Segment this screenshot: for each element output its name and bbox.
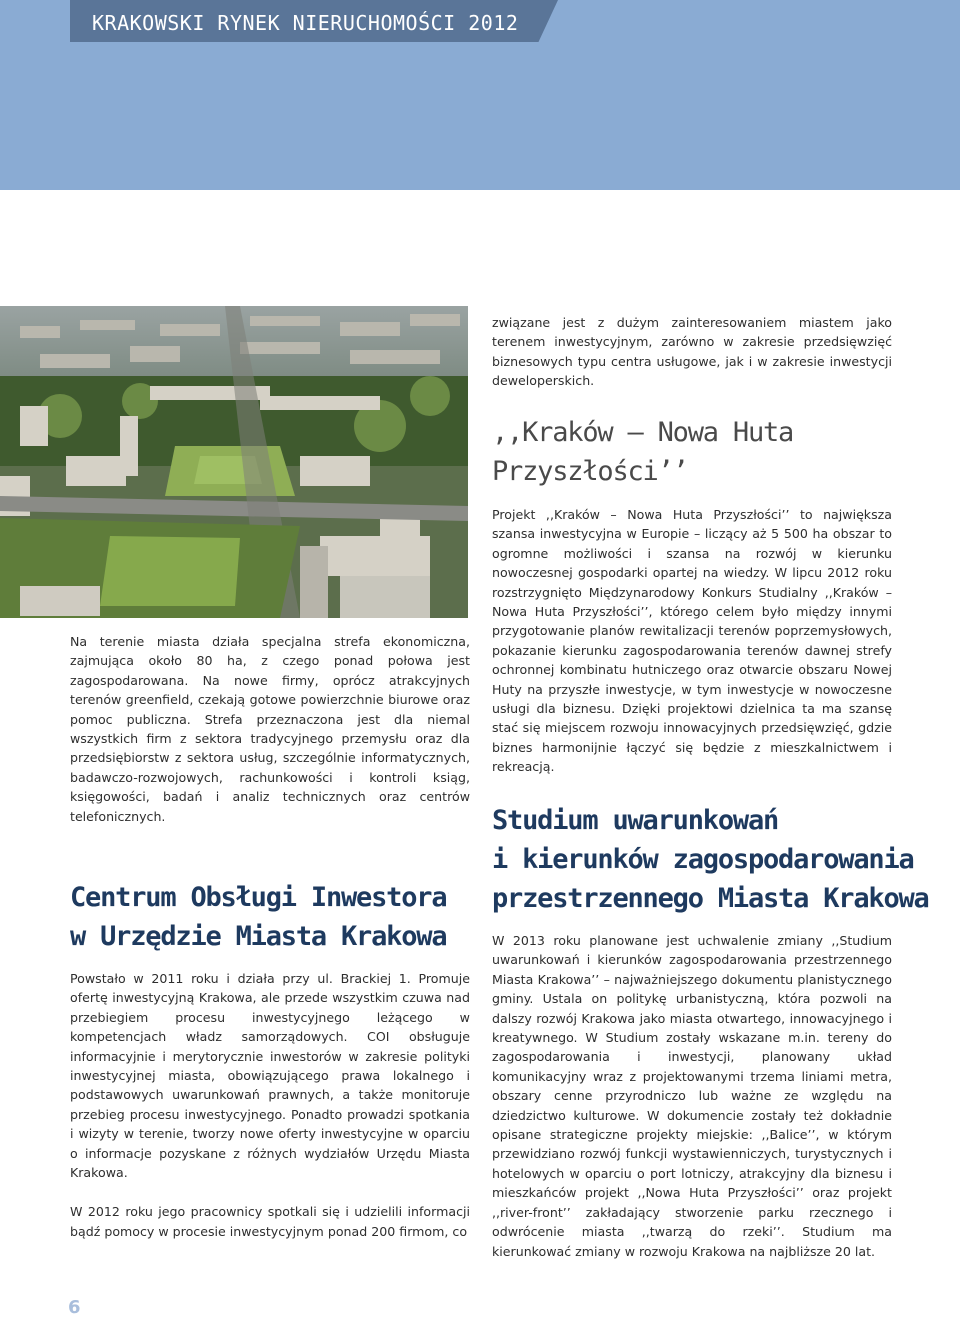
coi-heading-line1: Centrum Obsługi Inwestora — [70, 882, 447, 913]
running-header-title: KRAKOWSKI RYNEK NIERUCHOMOŚCI 2012 — [92, 11, 519, 35]
studium-heading — [492, 801, 929, 918]
aerial-city-photo — [0, 306, 468, 618]
nowa-huta-body — [492, 505, 892, 777]
nowa-huta-heading-line2: Przyszłości’’ — [492, 456, 688, 487]
nowa-huta-heading-block — [492, 413, 892, 491]
coi-heading — [70, 878, 470, 956]
studium-paragraph: W 2013 roku planowane jest uchwalenie zmiany ,,Studium uwarunkowań i kierunków zagospodarowania przestrzennego Miasta Krakowa’’ – najważniejszego dokumentu planistycznego gminy. Ustala on politykę urbanistyczną, która pozwoli na dalszy rozwój Krakowa jako miasta otwartego, innowacyjnego i kreatywnego. W Studium zostały wskazane m.in. tereny do zagospodarowania i inwestycji, planowany układ komunikacyjny wraz z projektowanymi trzema liniami metra, obszary cenne przyrodniczo lub ważne ze względu na dziedzictwo kulturowe. W dokumencie zostały też dokładnie opisane strategiczne projekty miejskie: ,,Balice’’, w którym przewidziano rozwój funkcji wystawienniczych, turystycznych i hotelowych w oparciu o port lotniczy, atrakcyjny dla biznesu i mieszkańców projekt ,,Nowa Huta Przyszłości’’ oraz projekt ,,river-front’’ zakładający stworzenie parku rzecznego i odwrócenie miasta ,,twarzą do rzeki’’. Studium ma kierunkować zmiany w rozwoju Krakowa na najbliższe 20 lat. — [492, 933, 892, 1259]
left-intro-block — [70, 632, 470, 826]
nowa-huta-paragraph: Projekt ,,Kraków – Nowa Huta Przyszłości’’ to największa szansa inwestycyjna w Europie – liczący aż 5 500 ha obszar to ogromne możliwości i szansa na rozwój w kierunku nowoczesnej gospodarki opartej na wiedzy. W lipcu 2012 roku rozstrzygnięto Międzynarodowy Konkurs Studialny ,,Kraków – Nowa Huta Przyszłości’’, którego celem było między innymi przygotowanie planów rewitalizacji terenów poprzemysłowych, pokazanie kierunku zagospodarowania terenów dawnej strefy ochronnej kombinatu hutniczego oraz otwarcie obszaru Nowej Huty na przyszłe inwestycje, w tym inwestycje w nowoczesne usługi dla biznesu. Dzięki projektowi dzielnica ta ma szansę stać się miejscem rozwoju innowacyjnych przedsięwzięć, gdzie biznes harmonijnie łączyć się będzie z mieszkalnictwem i rekreacją. — [492, 507, 892, 775]
coi-paragraph-1: Powstało w 2011 roku i działa przy ul. Brackiej 1. Promuje ofertę inwestycyjną Krakowa, ale przede wszystkim czuwa nad przebiegiem procesu inwestycyjnego leżącego w kompetencjach władz samorządowych. COI obsługuje informacyjnie i merytorycznie inwestorów w zakresie polityki inwestycyjnej miasta, obowiązującego prawa lokalnego i podstawowych uwarunkowań prawnych, a także monitoruje przebieg procesu inwestycyjnego. Ponadto prowadzi spotkania i wizyty w terenie, tworzy nowe oferty inwestycyjne w oparciu o informacje pozyskane z różnych wydziałów Urzędu Miasta Krakowa. — [70, 971, 470, 1181]
nowa-huta-heading-line1: ,,Kraków – Nowa Huta — [492, 417, 794, 448]
coi-body — [70, 969, 470, 1241]
coi-heading-line2: w Urzędzie Miasta Krakowa — [70, 921, 447, 952]
right-intro-block — [492, 313, 892, 391]
coi-paragraph-2: W 2012 roku jego pracownicy spotkali się i udzielili informacji bądź pomocy w procesie inwestycyjnym ponad 200 firmom, co — [70, 1204, 470, 1239]
economic-zone-text: Na terenie miasta działa specjalna strefa ekonomiczna, zajmująca około 80 ha, z czego ponad połowa jest zagospodarowana. Na nowe firmy, oprócz atrakcyjnych terenów greenfield, czekają gotowe powierzchnie biurowe oraz pomoc publiczna. Strefa przeznaczona jest dla niemal wszystkich firm z sektora tradycyjnego przemysłu oraz dla przedsiębiorstw z sektora usług, szczególnie informatycznych, badawczo-rozwojowych, rachunkowości i kontroli ksiąg, księgowości, badań i analiz technicznych oraz centrów telefonicznych. — [70, 634, 470, 824]
page-number: 6 — [68, 1297, 81, 1318]
nowa-huta-heading — [492, 413, 892, 491]
studium-heading-line1: Studium uwarunkowań — [492, 805, 779, 836]
studium-heading-line2: i kierunków zagospodarowania — [492, 844, 914, 875]
studium-body — [492, 931, 892, 1261]
investment-interest-text: związane jest z dużym zainteresowaniem miastem jako terenem inwestycyjnym, zarówno w zakresie przedsięwzięć biznesowych typu centra usługowe, jak i w zakresie inwestycji deweloperskich. — [492, 315, 892, 389]
studium-heading-line3: przestrzennego Miasta Krakowa — [492, 883, 929, 914]
coi-section — [70, 878, 470, 956]
studium-heading-block — [492, 801, 929, 918]
